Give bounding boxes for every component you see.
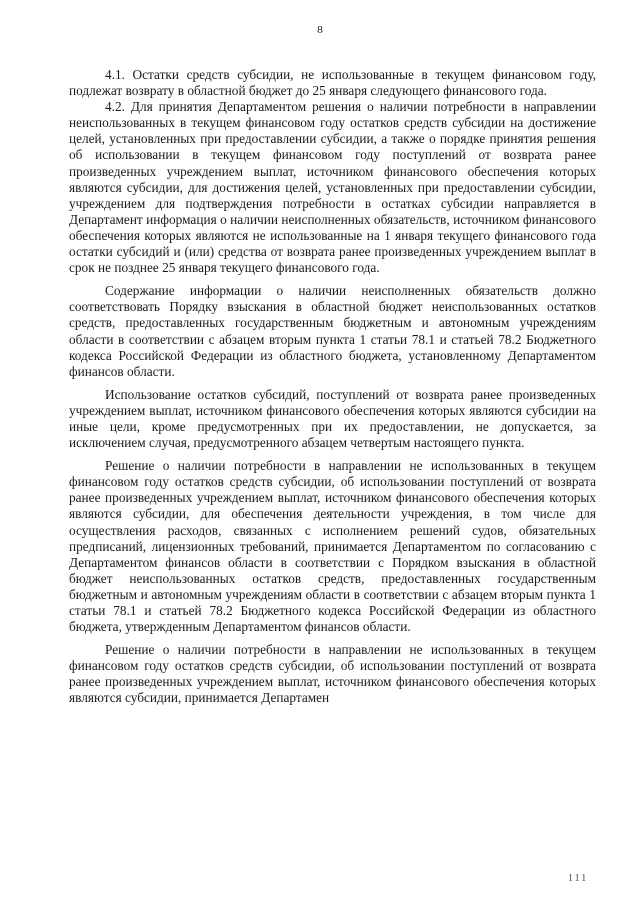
paragraph-information-content: Содержание информации о наличии неисполненных обязательств должно соответствовать Порядку взыскания в областной бюджет неиспользованных остатков средств, предоставленных государственным бюджетным и автономным учреждениям области в соответствии с абзацем вторым пункта 1 статьи 78.1 и статьей 78.2 Бюджетного кодекса Российской Федерации из областного бюджета, установленному Департаментом финансов области. (69, 283, 596, 379)
document-body (69, 67, 596, 707)
footer-mark: 111 (568, 873, 589, 884)
paragraph-4-2: 4.2. Для принятия Департаментом решения о наличии потребности в направлении неиспользованных в текущем финансовом году остатков средств субсидии на достижение целей, установленных при предоставлении субсидии, а также о порядке принятия решения об использовании в текущем финансовом году поступлений от возврата ранее произведенных учреждением выплат, источником финансового обеспечения которых являются субсидии, для достижения целей, установленных при предоставлении субсидии, учреждением для подтверждения потребности в остатках субсидии направляется в Департамент информация о наличии неисполненных обязательств, источником финансового обеспечения которых являются не использованные на 1 января текущего финансового года остатки субсидий и (или) средства от возврата ранее произведенных учреждением выплат в срок не позднее 25 января текущего финансового года. (69, 99, 596, 276)
paragraph-use-of-remains: Использование остатков субсидий, поступлений от возврата ранее произведенных учреждением выплат, источником финансового обеспечения которых являются субсидии на иные цели, кроме предусмотренных при их предоставлении, не допускается, за исключением случая, предусмотренного абзацем четвертым настоящего пункта. (69, 386, 596, 451)
paragraph-decision-continued: Решение о наличии потребности в направлении не использованных в текущем финансовом году остатков средств субсидии, об использовании поступлений от возврата ранее произведенных учреждением выплат, источником финансового обеспечения которых являются субсидии, принимается Департамен (69, 642, 596, 706)
paragraph-4-1: 4.1. Остатки средств субсидии, не использованные в текущем финансовом году, подлежат возврату в областной бюджет до 25 января следующего финансового года. (69, 67, 596, 99)
paragraph-decision-approval: Решение о наличии потребности в направлении не использованных в текущем финансовом году остатков средств субсидии, об использовании поступлений от возврата ранее произведенных учреждением выплат, источником финансового обеспечения которых являются субсидии, для обеспечения деятельности учреждения, в том числе для осуществления расходов, связанных с исполнением решений судов, обязательных предписаний, лицензионных требований, принимается Департаментом по согласованию с Департаментом финансов области в соответствии с Порядком взыскания в областной бюджет неиспользованных остатков средств, предоставленных государственным бюджетным и автономным учреждениям области в соответствии с абзацем вторым пункта 1 статьи 78.1 и статьей 78.2 Бюджетного кодекса Российской Федерации из областного бюджета, утвержденным Департаментом финансов области. (69, 458, 596, 635)
page-number: 8 (317, 24, 323, 36)
